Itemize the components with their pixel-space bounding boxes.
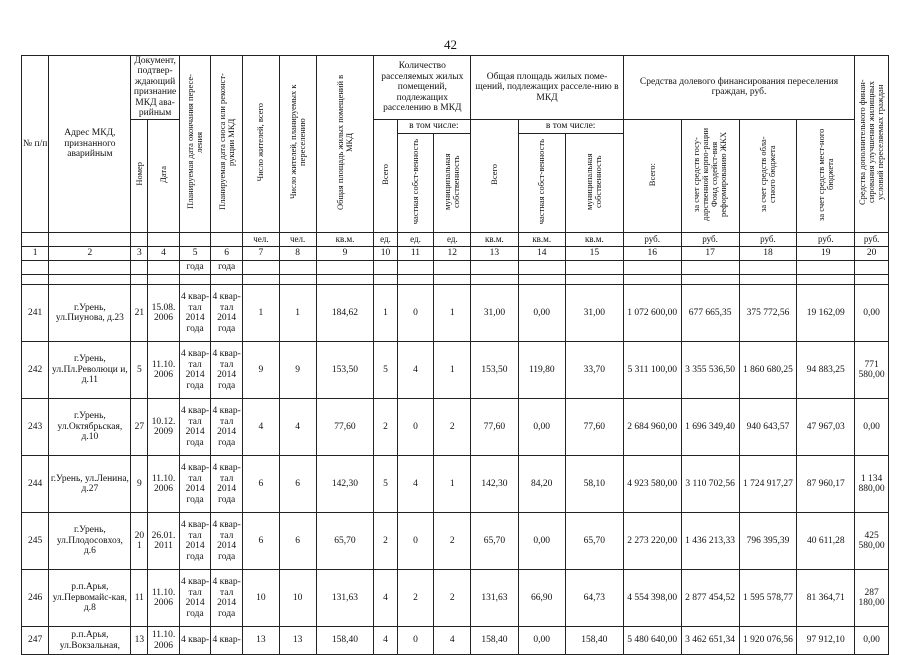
row-doc-date: 11.10. 2006 [148, 342, 180, 399]
unit-cell: руб. [739, 233, 797, 247]
row-area-municipal: 64,73 [565, 570, 623, 627]
row-address: г.Урень, ул.Ленина, д.27 [49, 456, 131, 513]
header-funds: Средства долевого финансирования переселения граждан, руб. [623, 56, 854, 120]
row-residents-planned: 4 [279, 399, 316, 456]
row-area-private: 0,00 [518, 627, 565, 655]
header-qty-incl: в том числе: [397, 119, 471, 133]
row-area-private: 0,00 [518, 285, 565, 342]
unit-cell: ед. [434, 233, 471, 247]
col-number: 3 [131, 247, 148, 261]
row-qty-total: 2 [374, 399, 397, 456]
row-number: 244 [22, 456, 49, 513]
row-qty-total: 5 [374, 456, 397, 513]
row-total-area: 158,40 [316, 627, 374, 655]
row-residents-planned: 1 [279, 285, 316, 342]
col-number: 18 [739, 247, 797, 261]
row-plan-demolition: 4 квар-тал 2014 года [211, 570, 243, 627]
unit-cell: руб. [623, 233, 681, 247]
row-number: 246 [22, 570, 49, 627]
row-address: г.Урень, ул.Пл.Революци и, д.11 [49, 342, 131, 399]
row-funds-total: 2 273 220,00 [623, 513, 681, 570]
row-qty-municipal: 2 [434, 513, 471, 570]
unit-cell: кв.м. [565, 233, 623, 247]
row-residents: 6 [242, 456, 279, 513]
row-plan-demolition: 4 квар-тал 2014 года [211, 342, 243, 399]
header-row-2 [22, 119, 889, 133]
header-qty-municipal: муниципальная собственность [434, 133, 471, 232]
row-funds-region: 1 920 076,56 [739, 627, 797, 655]
col-number: 4 [148, 247, 180, 261]
unit-cell: чел. [242, 233, 279, 247]
row-address: р.п.Арья, ул.Первомайс-кая, д.8 [49, 570, 131, 627]
row-funds-fund: 3 462 651,34 [681, 627, 739, 655]
row-residents: 6 [242, 513, 279, 570]
unit-cell: ед. [397, 233, 434, 247]
spacer-row [22, 275, 889, 285]
col-number: 15 [565, 247, 623, 261]
row-funds-region: 1 860 680,25 [739, 342, 797, 399]
table-row [22, 342, 889, 399]
row-plan-demolition: 4 квар-тал 2014 года [211, 456, 243, 513]
row-qty-total: 2 [374, 513, 397, 570]
row-doc-number: 13 [131, 627, 148, 655]
col-number: 5 [179, 247, 211, 261]
col-number: 8 [279, 247, 316, 261]
row-plan-end: 4 квар- [179, 627, 211, 655]
row-doc-number: 21 [131, 285, 148, 342]
col-number: 20 [855, 247, 889, 261]
row-qty-private: 0 [397, 513, 434, 570]
row-extra: 0,00 [855, 399, 889, 456]
table-row [22, 285, 889, 342]
row-extra: 1 134 880,00 [855, 456, 889, 513]
row-area-private: 66,90 [518, 570, 565, 627]
row-doc-date: 11.10. 2006 [148, 627, 180, 655]
header-num: № п/п [22, 56, 49, 233]
row-area-total: 131,63 [471, 570, 518, 627]
row-extra: 425 580,00 [855, 513, 889, 570]
table-row [22, 627, 889, 655]
row-residents: 10 [242, 570, 279, 627]
header-area: Общая площадь жилых поме-щений, подлежащих расселе-нию в МКД [471, 56, 624, 120]
header-qty-private: частная собст-венность [397, 133, 434, 232]
row-plan-end: 4 квар-тал 2014 года [179, 342, 211, 399]
row-funds-total: 4 554 398,00 [623, 570, 681, 627]
carry-over-cell: года [211, 261, 243, 275]
col-number: 9 [316, 247, 374, 261]
header-funds-region: за счет средств обла-стного бюджета [739, 119, 797, 232]
carry-over-cell: года [179, 261, 211, 275]
header-residents-planned: Число жителей, планируемых к переселению [279, 56, 316, 233]
row-area-private: 119,80 [518, 342, 565, 399]
header-doc-number: Номер [131, 119, 148, 232]
row-funds-local: 87 960,17 [797, 456, 855, 513]
header-area-municipal: муниципальная собственность [565, 133, 623, 232]
row-funds-total: 5 311 100,00 [623, 342, 681, 399]
row-total-area: 131,63 [316, 570, 374, 627]
unit-cell: кв.м. [518, 233, 565, 247]
row-total-area: 153,50 [316, 342, 374, 399]
row-funds-region: 375 772,56 [739, 285, 797, 342]
row-area-municipal: 31,00 [565, 285, 623, 342]
row-area-municipal: 65,70 [565, 513, 623, 570]
row-area-total: 142,30 [471, 456, 518, 513]
row-funds-region: 1 724 917,27 [739, 456, 797, 513]
row-area-total: 31,00 [471, 285, 518, 342]
row-doc-date: 11.10. 2006 [148, 456, 180, 513]
col-number: 6 [211, 247, 243, 261]
header-document: Документ, подтвер-ждающий признание МКД ава-рийным [131, 56, 179, 120]
row-funds-region: 940 643,57 [739, 399, 797, 456]
col-number: 19 [797, 247, 855, 261]
row-area-total: 158,40 [471, 627, 518, 655]
header-funds-fund: за счет средств госу-дарственной корпо-рации Фонд содейст-вия реформированию ЖКХ [681, 119, 739, 232]
table-row [22, 399, 889, 456]
row-residents: 9 [242, 342, 279, 399]
row-qty-municipal: 1 [434, 342, 471, 399]
row-qty-total: 1 [374, 285, 397, 342]
units-row [22, 233, 889, 247]
row-plan-end: 4 квар-тал 2014 года [179, 513, 211, 570]
header-plan-demolition: Планируемая дата сноса или реконст-рукции МКД [211, 56, 243, 233]
col-number: 16 [623, 247, 681, 261]
row-plan-demolition: 4 квар-тал 2014 года [211, 285, 243, 342]
col-number: 12 [434, 247, 471, 261]
row-residents-planned: 9 [279, 342, 316, 399]
row-qty-municipal: 2 [434, 570, 471, 627]
row-funds-fund: 3 110 702,56 [681, 456, 739, 513]
row-plan-demolition: 4 квар-тал 2014 года [211, 513, 243, 570]
row-plan-end: 4 квар-тал 2014 года [179, 456, 211, 513]
row-qty-private: 2 [397, 570, 434, 627]
row-residents-planned: 10 [279, 570, 316, 627]
row-funds-total: 4 923 580,00 [623, 456, 681, 513]
relocation-table [21, 55, 889, 655]
row-plan-end: 4 квар-тал 2014 года [179, 285, 211, 342]
header-residents: Число жителей, всего [242, 56, 279, 233]
carry-over-row [22, 261, 889, 275]
row-funds-local: 81 364,71 [797, 570, 855, 627]
row-plan-end: 4 квар-тал 2014 года [179, 399, 211, 456]
header-total-area: Общая площадь жилых помещений в МКД [316, 56, 374, 233]
row-residents: 4 [242, 399, 279, 456]
row-qty-municipal: 1 [434, 285, 471, 342]
row-funds-region: 796 395,39 [739, 513, 797, 570]
col-number: 10 [374, 247, 397, 261]
table-row [22, 456, 889, 513]
row-residents-planned: 6 [279, 513, 316, 570]
row-area-municipal: 158,40 [565, 627, 623, 655]
col-number: 2 [49, 247, 131, 261]
header-area-total: Всего [471, 119, 518, 232]
row-area-municipal: 33,70 [565, 342, 623, 399]
row-total-area: 65,70 [316, 513, 374, 570]
row-number: 242 [22, 342, 49, 399]
row-plan-demolition: 4 квар- [211, 627, 243, 655]
row-doc-number: 9 [131, 456, 148, 513]
row-doc-date: 26.01. 2011 [148, 513, 180, 570]
row-residents-planned: 13 [279, 627, 316, 655]
row-total-area: 77,60 [316, 399, 374, 456]
row-funds-fund: 677 665,35 [681, 285, 739, 342]
col-number: 17 [681, 247, 739, 261]
header-area-incl: в том числе: [518, 119, 623, 133]
row-qty-private: 0 [397, 285, 434, 342]
col-number: 14 [518, 247, 565, 261]
row-funds-region: 1 595 578,77 [739, 570, 797, 627]
row-doc-date: 11.10. 2006 [148, 570, 180, 627]
unit-cell: чел. [279, 233, 316, 247]
header-plan-end: Планируемая дата окончания пересе-ления [179, 56, 211, 233]
row-number: 243 [22, 399, 49, 456]
col-number: 13 [471, 247, 518, 261]
row-qty-municipal: 1 [434, 456, 471, 513]
row-total-area: 142,30 [316, 456, 374, 513]
row-funds-local: 94 883,25 [797, 342, 855, 399]
row-funds-local: 97 912,10 [797, 627, 855, 655]
header-extra: Средства дополнительного финан-сирования улучшения жилищных условий переселяемых граждан [855, 56, 889, 233]
row-funds-local: 40 611,28 [797, 513, 855, 570]
row-qty-total: 4 [374, 570, 397, 627]
table-row [22, 570, 889, 627]
row-funds-fund: 1 696 349,40 [681, 399, 739, 456]
row-number: 245 [22, 513, 49, 570]
row-address: г.Урень, ул.Плодосовхоз, д.6 [49, 513, 131, 570]
row-doc-date: 15.08. 2006 [148, 285, 180, 342]
row-doc-number: 27 [131, 399, 148, 456]
row-plan-end: 4 квар-тал 2014 года [179, 570, 211, 627]
unit-cell: кв.м. [471, 233, 518, 247]
row-funds-total: 1 072 600,00 [623, 285, 681, 342]
row-residents: 1 [242, 285, 279, 342]
row-number: 247 [22, 627, 49, 655]
row-address: р.п.Арья, ул.Вокзальная, [49, 627, 131, 655]
row-qty-private: 4 [397, 456, 434, 513]
row-qty-municipal: 2 [434, 399, 471, 456]
row-area-private: 84,20 [518, 456, 565, 513]
row-address: г.Урень, ул.Октябрьская, д.10 [49, 399, 131, 456]
row-doc-date: 10.12. 2009 [148, 399, 180, 456]
row-plan-demolition: 4 квар-тал 2014 года [211, 399, 243, 456]
row-qty-municipal: 4 [434, 627, 471, 655]
row-area-total: 65,70 [471, 513, 518, 570]
table-row [22, 513, 889, 570]
header-qty-total: Всего [374, 119, 397, 232]
row-area-private: 0,00 [518, 513, 565, 570]
unit-cell: кв.м. [316, 233, 374, 247]
row-residents: 13 [242, 627, 279, 655]
row-funds-fund: 2 877 454,52 [681, 570, 739, 627]
unit-cell: руб. [797, 233, 855, 247]
header-address: Адрес МКД, признанного аварийным [49, 56, 131, 233]
col-number: 1 [22, 247, 49, 261]
row-qty-total: 4 [374, 627, 397, 655]
row-extra: 771 580,00 [855, 342, 889, 399]
row-area-total: 153,50 [471, 342, 518, 399]
row-number: 241 [22, 285, 49, 342]
row-area-private: 0,00 [518, 399, 565, 456]
col-number: 11 [397, 247, 434, 261]
row-funds-fund: 3 355 536,50 [681, 342, 739, 399]
header-area-private: частная собст-венность [518, 133, 565, 232]
header-doc-date: Дата [148, 119, 180, 232]
row-doc-number: 20 1 [131, 513, 148, 570]
unit-cell: ед. [374, 233, 397, 247]
page-number: 42 [444, 37, 457, 52]
row-area-municipal: 77,60 [565, 399, 623, 456]
row-area-total: 77,60 [471, 399, 518, 456]
unit-cell: руб. [855, 233, 889, 247]
header-quantity: Количество расселяемых жилых помещений, подлежащих расселению в МКД [374, 56, 471, 120]
col-number: 7 [242, 247, 279, 261]
unit-cell: руб. [681, 233, 739, 247]
row-qty-private: 4 [397, 342, 434, 399]
row-doc-number: 11 [131, 570, 148, 627]
row-funds-local: 47 967,03 [797, 399, 855, 456]
row-funds-fund: 1 436 213,33 [681, 513, 739, 570]
row-extra: 0,00 [855, 627, 889, 655]
column-numbers-row [22, 247, 889, 261]
row-total-area: 184,62 [316, 285, 374, 342]
row-funds-total: 2 684 960,00 [623, 399, 681, 456]
header-funds-total: Всего: [623, 119, 681, 232]
row-qty-private: 0 [397, 627, 434, 655]
row-extra: 0,00 [855, 285, 889, 342]
row-funds-total: 5 480 640,00 [623, 627, 681, 655]
header-row-1 [22, 56, 889, 120]
row-doc-number: 5 [131, 342, 148, 399]
header-funds-local: за счет средств мест-ного бюджета [797, 119, 855, 232]
row-residents-planned: 6 [279, 456, 316, 513]
row-address: г.Урень, ул.Пиунова, д.23 [49, 285, 131, 342]
row-qty-total: 5 [374, 342, 397, 399]
row-qty-private: 0 [397, 399, 434, 456]
row-funds-local: 19 162,09 [797, 285, 855, 342]
row-area-municipal: 58,10 [565, 456, 623, 513]
row-extra: 287 180,00 [855, 570, 889, 627]
